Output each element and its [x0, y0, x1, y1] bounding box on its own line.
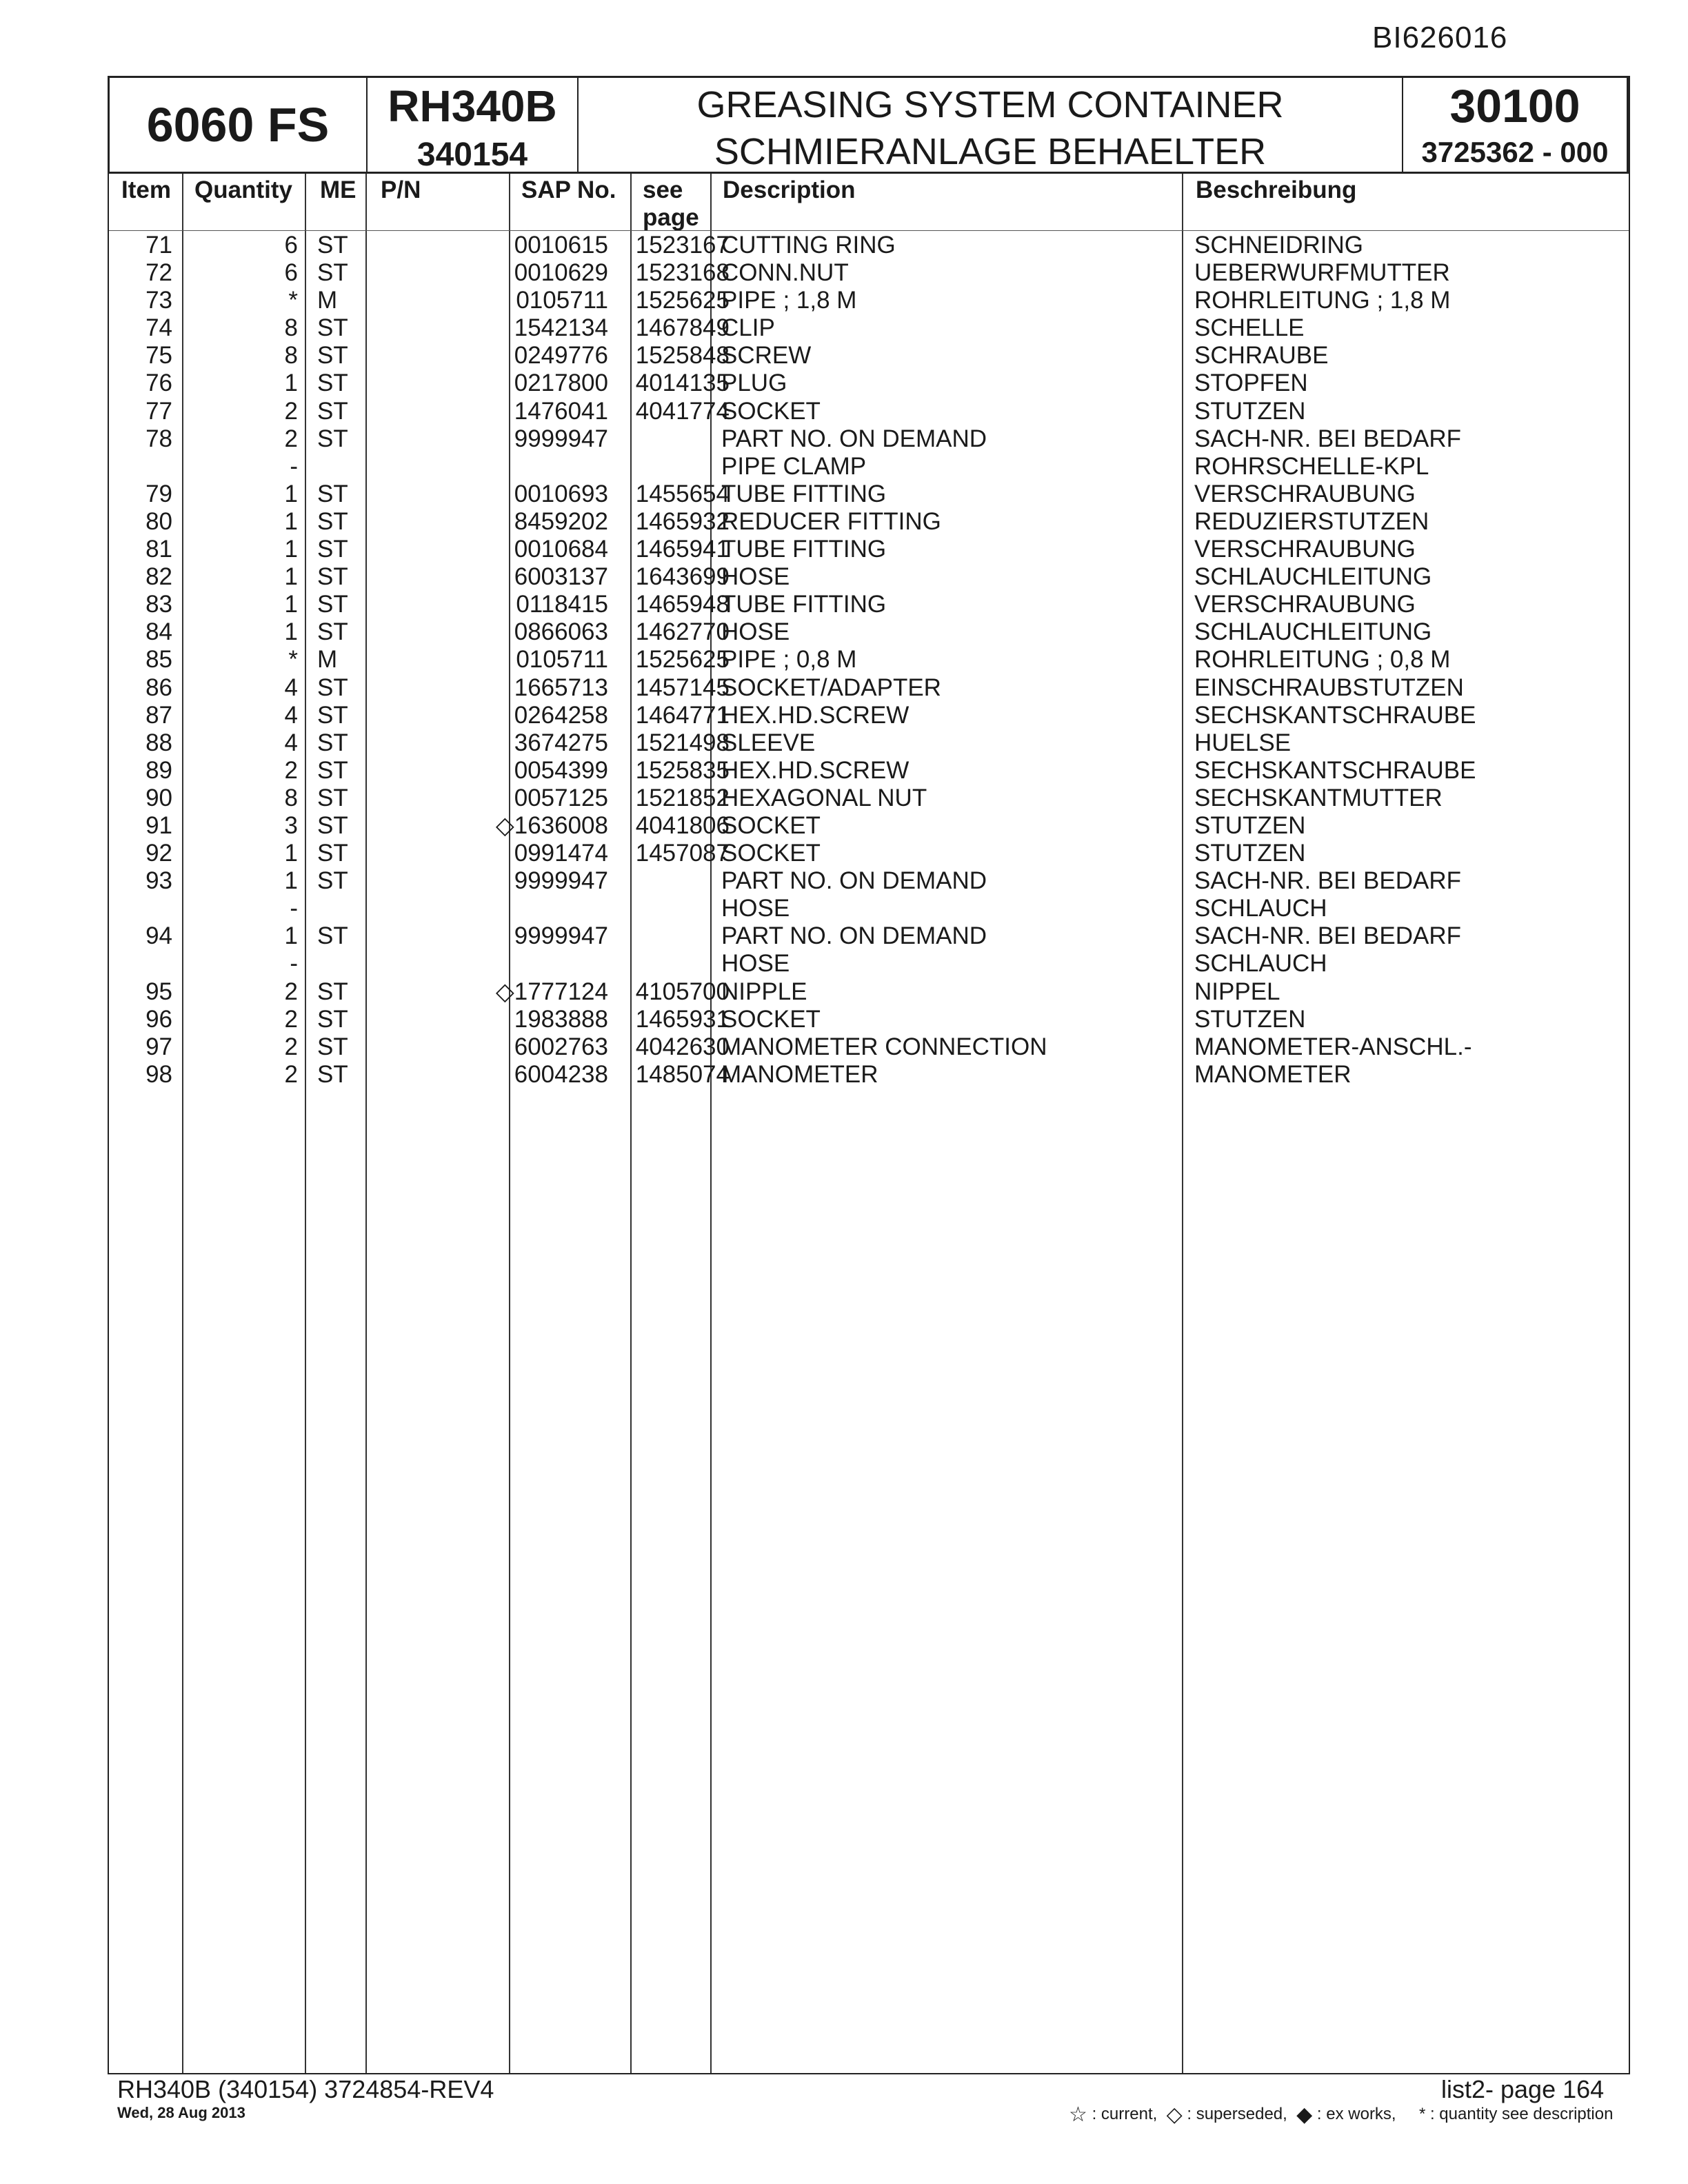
symbol-legend — [1069, 2103, 1613, 2127]
item-number-cell: 78 — [145, 425, 172, 452]
part-number-cell: ◇1777124 — [495, 978, 608, 1005]
beschreibung-cell: REDUZIERSTUTZEN — [1194, 507, 1429, 535]
quantity-cell: 1 — [284, 480, 298, 507]
unit-cell: ST — [317, 232, 348, 259]
item-number-cell: 75 — [145, 342, 172, 370]
sap-number-cell: 1462770 — [635, 618, 730, 646]
drawing-number: 3725362 - 000 — [1421, 136, 1609, 168]
quantity-cell: 4 — [284, 674, 298, 701]
description-cell: HEX.HD.SCREW — [721, 701, 910, 729]
unit-cell: ST — [317, 480, 348, 507]
quantity-cell: * — [288, 287, 298, 314]
beschreibung-cell: STUTZEN — [1194, 840, 1306, 867]
table-row — [109, 536, 1629, 563]
sap-number-cell: 4105700 — [635, 978, 730, 1005]
description-cell: REDUCER FITTING — [721, 507, 941, 535]
asterisk-icon: * — [1418, 2105, 1426, 2123]
col-header-quantity: Quantity — [194, 176, 292, 203]
unit-cell: ST — [317, 314, 348, 342]
sap-number-cell: 1521498 — [635, 729, 730, 756]
quantity-cell: - — [290, 950, 298, 978]
item-number-cell: 72 — [145, 259, 172, 287]
unit-cell: ST — [317, 1033, 348, 1060]
description-cell: MANOMETER — [721, 1060, 878, 1088]
description-cell: SLEEVE — [721, 729, 816, 756]
item-number-cell: 82 — [145, 563, 172, 591]
beschreibung-cell: SCHLAUCH — [1194, 950, 1327, 978]
table-row — [109, 895, 1629, 922]
legend-superseded: : superseded, — [1187, 2105, 1287, 2123]
part-number-cell: 3674275 — [514, 729, 608, 756]
quantity-cell: 3 — [284, 811, 298, 839]
diamond-outline-icon: ◇ — [1166, 2103, 1183, 2126]
table-row — [109, 314, 1629, 342]
quantity-cell: 1 — [284, 867, 298, 895]
beschreibung-cell: EINSCHRAUBSTUTZEN — [1194, 674, 1464, 701]
quantity-cell: 4 — [284, 729, 298, 756]
legend-ex-works: : ex works, — [1316, 2105, 1396, 2123]
quantity-cell: 1 — [284, 370, 298, 397]
unit-cell: ST — [317, 701, 348, 729]
unit-cell: ST — [317, 342, 348, 370]
part-number-cell: 1542134 — [514, 314, 608, 342]
description-cell: HOSE — [721, 563, 790, 591]
description-cell: SOCKET — [721, 1005, 821, 1033]
beschreibung-cell: SACH-NR. BEI BEDARF — [1194, 867, 1461, 895]
col-header-description: Description — [723, 176, 856, 203]
table-row — [109, 1006, 1629, 1033]
beschreibung-cell: MANOMETER-ANSCHL.- — [1194, 1033, 1472, 1060]
table-row — [109, 867, 1629, 895]
parts-table — [108, 174, 1630, 2074]
description-cell: HEXAGONAL NUT — [721, 784, 927, 811]
sap-number-cell: 4042630 — [635, 1033, 730, 1060]
part-number-cell: 0010629 — [514, 259, 608, 287]
part-number-cell: 0249776 — [514, 342, 608, 370]
assembly-title-de: SCHMIERANLAGE BEHAELTER — [714, 131, 1267, 172]
part-number-cell: 0866063 — [514, 618, 608, 646]
unit-cell: ST — [317, 729, 348, 756]
table-row — [109, 287, 1629, 314]
beschreibung-cell: VERSCHRAUBUNG — [1194, 591, 1416, 618]
beschreibung-cell: NIPPEL — [1194, 978, 1280, 1005]
table-row — [109, 950, 1629, 978]
unit-cell: ST — [317, 922, 348, 950]
part-number-cell: 1476041 — [514, 397, 608, 425]
sap-number-cell: 1465948 — [635, 591, 730, 618]
item-number-cell: 84 — [145, 618, 172, 646]
legend-current: : current, — [1092, 2105, 1158, 2123]
description-cell: TUBE FITTING — [721, 591, 887, 618]
quantity-cell: 1 — [284, 563, 298, 591]
item-number-cell: 74 — [145, 314, 172, 342]
unit-cell: ST — [317, 425, 348, 452]
sap-number-cell: 1455654 — [635, 480, 730, 507]
quantity-cell: 6 — [284, 259, 298, 287]
part-number-cell: 0010615 — [514, 232, 608, 259]
machine-type: RH340B — [388, 81, 557, 131]
unit-cell: ST — [317, 563, 348, 591]
unit-cell: ST — [317, 397, 348, 425]
beschreibung-cell: VERSCHRAUBUNG — [1194, 480, 1416, 507]
table-row — [109, 785, 1629, 812]
quantity-cell: 8 — [284, 342, 298, 370]
beschreibung-cell: SCHNEIDRING — [1194, 232, 1364, 259]
table-row — [109, 1033, 1629, 1061]
part-number-cell: 0105711 — [516, 646, 608, 674]
table-row — [109, 978, 1629, 1006]
description-cell: PART NO. ON DEMAND — [721, 867, 987, 895]
part-number-cell: 6004238 — [514, 1060, 608, 1088]
quantity-cell: 1 — [284, 507, 298, 535]
beschreibung-cell: SECHSKANTSCHRAUBE — [1194, 756, 1476, 784]
item-number-cell: 91 — [145, 811, 172, 839]
sap-number-cell: 1465941 — [635, 536, 730, 563]
unit-cell: ST — [317, 978, 348, 1005]
assembly-title-en: GREASING SYSTEM CONTAINER — [696, 84, 1284, 125]
quantity-cell: 8 — [284, 314, 298, 342]
beschreibung-cell: SCHLAUCHLEITUNG — [1194, 618, 1432, 646]
part-number-cell: 0118415 — [516, 591, 608, 618]
description-cell: CLIP — [721, 314, 775, 342]
col-header-item: Item — [121, 176, 171, 203]
unit-cell: ST — [317, 259, 348, 287]
unit-cell: ST — [317, 784, 348, 811]
item-number-cell: 87 — [145, 701, 172, 729]
sap-number-cell: 1464771 — [635, 701, 730, 729]
description-cell: PART NO. ON DEMAND — [721, 922, 987, 950]
item-number-cell: 92 — [145, 840, 172, 867]
table-row — [109, 342, 1629, 370]
part-number-cell: 9999947 — [514, 922, 608, 950]
description-cell: HOSE — [721, 950, 790, 978]
item-number-cell: 81 — [145, 536, 172, 563]
quantity-cell: 2 — [284, 397, 298, 425]
quantity-cell: 2 — [284, 978, 298, 1005]
part-number-cell: 0054399 — [514, 756, 608, 784]
table-row — [109, 259, 1629, 287]
sap-number-cell: 1457087 — [635, 840, 730, 867]
item-number-cell: 76 — [145, 370, 172, 397]
unit-cell: ST — [317, 536, 348, 563]
part-number-cell: 0217800 — [514, 370, 608, 397]
unit-cell: ST — [317, 370, 348, 397]
beschreibung-cell: UEBERWURFMUTTER — [1194, 259, 1450, 287]
group-number-block — [1403, 78, 1628, 172]
part-number-cell: 8459202 — [514, 507, 608, 535]
item-number-cell: 93 — [145, 867, 172, 895]
part-number-cell: 1665713 — [514, 674, 608, 701]
unit-cell: ST — [317, 840, 348, 867]
table-row — [109, 1061, 1629, 1089]
description-cell: SCREW — [721, 342, 812, 370]
quantity-cell: 1 — [284, 922, 298, 950]
sap-number-cell: 1485074 — [635, 1060, 730, 1088]
description-cell: MANOMETER CONNECTION — [721, 1033, 1047, 1060]
table-row — [109, 812, 1629, 840]
header-rule — [109, 230, 1629, 231]
quantity-cell: 6 — [284, 232, 298, 259]
table-row — [109, 453, 1629, 481]
quantity-cell: 1 — [284, 840, 298, 867]
item-number-cell: 95 — [145, 978, 172, 1005]
unit-cell: ST — [317, 811, 348, 839]
serial-number: 340154 — [416, 136, 528, 173]
unit-cell: ST — [317, 618, 348, 646]
sap-number-cell: 4014135 — [635, 370, 730, 397]
table-row — [109, 508, 1629, 536]
beschreibung-cell: SCHRAUBE — [1194, 342, 1329, 370]
col-header-page: page — [643, 204, 699, 231]
description-cell: HOSE — [721, 618, 790, 646]
beschreibung-cell: SCHLAUCHLEITUNG — [1194, 563, 1432, 591]
machine-type-block — [368, 78, 579, 172]
unit-cell: ST — [317, 591, 348, 618]
beschreibung-cell: SECHSKANTMUTTER — [1194, 784, 1443, 811]
unit-cell: M — [317, 287, 338, 314]
parts-rows — [109, 232, 1629, 1089]
table-row — [109, 922, 1629, 950]
item-number-cell: 86 — [145, 674, 172, 701]
col-header-sap: SAP No. — [521, 176, 616, 203]
beschreibung-cell: SACH-NR. BEI BEDARF — [1194, 425, 1461, 452]
document-id: BI626016 — [1372, 21, 1508, 54]
item-number-cell: 89 — [145, 756, 172, 784]
unit-cell: ST — [317, 674, 348, 701]
unit-cell: ST — [317, 507, 348, 535]
part-number-cell: 9999947 — [514, 425, 608, 452]
table-row — [109, 563, 1629, 591]
quantity-cell: 1 — [284, 536, 298, 563]
sap-number-cell: 1525625 — [635, 287, 730, 314]
quantity-cell: 8 — [284, 784, 298, 811]
quantity-cell: 4 — [284, 701, 298, 729]
part-number-cell: 9999947 — [514, 867, 608, 895]
description-cell: SOCKET — [721, 397, 821, 425]
description-cell: PIPE CLAMP — [721, 452, 867, 480]
part-number-cell: 0010684 — [514, 536, 608, 563]
quantity-cell: 2 — [284, 1033, 298, 1060]
table-row — [109, 757, 1629, 785]
description-cell: TUBE FITTING — [721, 536, 887, 563]
description-cell: PART NO. ON DEMAND — [721, 425, 987, 452]
part-number-cell: 0057125 — [514, 784, 608, 811]
item-number-cell: 90 — [145, 784, 172, 811]
quantity-cell: - — [290, 895, 298, 922]
description-cell: TUBE FITTING — [721, 480, 887, 507]
item-number-cell: 71 — [145, 232, 172, 259]
beschreibung-cell: ROHRSCHELLE-KPL — [1194, 452, 1429, 480]
quantity-cell: * — [288, 646, 298, 674]
sap-number-cell: 1457145 — [635, 674, 730, 701]
table-row — [109, 425, 1629, 453]
table-row — [109, 591, 1629, 618]
beschreibung-cell: STOPFEN — [1194, 370, 1308, 397]
sap-number-cell: 1521852 — [635, 784, 730, 811]
item-number-cell: 98 — [145, 1060, 172, 1088]
footer-page-number: list2- page 164 — [1441, 2075, 1605, 2103]
item-number-cell: 88 — [145, 729, 172, 756]
quantity-cell: - — [290, 452, 298, 480]
beschreibung-cell: HUELSE — [1194, 729, 1292, 756]
sap-number-cell: 1525625 — [635, 646, 730, 674]
part-number-cell: 0991474 — [514, 840, 608, 867]
item-number-cell: 83 — [145, 591, 172, 618]
part-number-cell: 0010693 — [514, 480, 608, 507]
description-cell: HOSE — [721, 895, 790, 922]
table-row — [109, 232, 1629, 259]
description-cell: SOCKET/ADAPTER — [721, 674, 941, 701]
item-number-cell: 96 — [145, 1005, 172, 1033]
item-number-cell: 79 — [145, 480, 172, 507]
page-header — [108, 76, 1630, 174]
sap-number-cell: 1523167 — [635, 232, 730, 259]
item-number-cell: 85 — [145, 646, 172, 674]
sap-number-cell: 1467849 — [635, 314, 730, 342]
description-cell: SOCKET — [721, 840, 821, 867]
quantity-cell: 1 — [284, 591, 298, 618]
table-row — [109, 840, 1629, 867]
quantity-cell: 1 — [284, 618, 298, 646]
beschreibung-cell: ROHRLEITUNG ; 0,8 M — [1194, 646, 1451, 674]
table-row — [109, 674, 1629, 702]
description-cell: PLUG — [721, 370, 787, 397]
table-row — [109, 481, 1629, 508]
part-number-cell: 6003137 — [514, 563, 608, 591]
beschreibung-cell: STUTZEN — [1194, 811, 1306, 839]
unit-cell: ST — [317, 867, 348, 895]
sap-number-cell: 1525848 — [635, 342, 730, 370]
sap-number-cell: 1525835 — [635, 756, 730, 784]
beschreibung-cell: VERSCHRAUBUNG — [1194, 536, 1416, 563]
col-header-me: ME — [320, 176, 356, 203]
legend-quantity: : quantity see description — [1429, 2105, 1614, 2123]
quantity-cell: 2 — [284, 756, 298, 784]
table-row — [109, 646, 1629, 674]
item-number-cell: 73 — [145, 287, 172, 314]
assembly-title-block — [579, 78, 1403, 172]
part-number-cell: 0105711 — [516, 287, 608, 314]
table-row — [109, 702, 1629, 729]
part-number-cell: 0264258 — [514, 701, 608, 729]
beschreibung-cell: SCHLAUCH — [1194, 895, 1327, 922]
item-number-cell: 77 — [145, 397, 172, 425]
group-number: 30100 — [1449, 80, 1580, 132]
table-row — [109, 729, 1629, 757]
machine-model: 6060 FS — [110, 78, 368, 172]
description-cell: NIPPLE — [721, 978, 807, 1005]
sap-number-cell: 4041806 — [635, 811, 730, 839]
sap-number-cell: 1643699 — [635, 563, 730, 591]
col-header-see-page — [643, 176, 699, 232]
part-number-cell: ◇1636008 — [495, 811, 608, 839]
item-number-cell: 94 — [145, 922, 172, 950]
unit-cell: ST — [317, 756, 348, 784]
footer-document-reference: RH340B (340154) 3724854-REV4 — [117, 2075, 494, 2103]
sap-number-cell: 1465931 — [635, 1005, 730, 1033]
beschreibung-cell: SCHELLE — [1194, 314, 1305, 342]
description-cell: PIPE ; 1,8 M — [721, 287, 857, 314]
beschreibung-cell: MANOMETER — [1194, 1060, 1352, 1088]
beschreibung-cell: ROHRLEITUNG ; 1,8 M — [1194, 287, 1451, 314]
quantity-cell: 2 — [284, 1005, 298, 1033]
item-number-cell: 80 — [145, 507, 172, 535]
description-cell: SOCKET — [721, 811, 821, 839]
unit-cell: ST — [317, 1005, 348, 1033]
part-number-cell: 1983888 — [514, 1005, 608, 1033]
beschreibung-cell: STUTZEN — [1194, 1005, 1306, 1033]
col-header-pn: P/N — [381, 176, 421, 203]
col-header-beschreibung: Beschreibung — [1196, 176, 1357, 203]
table-row — [109, 370, 1629, 397]
unit-cell: ST — [317, 1060, 348, 1088]
sap-number-cell: 1523168 — [635, 259, 730, 287]
description-cell: HEX.HD.SCREW — [721, 756, 910, 784]
description-cell: CUTTING RING — [721, 232, 896, 259]
table-row — [109, 398, 1629, 425]
quantity-cell: 2 — [284, 425, 298, 452]
sap-number-cell: 1465932 — [635, 507, 730, 535]
description-cell: PIPE ; 0,8 M — [721, 646, 857, 674]
diamond-filled-icon: ◆ — [1296, 2103, 1313, 2126]
beschreibung-cell: SECHSKANTSCHRAUBE — [1194, 701, 1476, 729]
star-icon: ☆ — [1069, 2103, 1087, 2126]
beschreibung-cell: SACH-NR. BEI BEDARF — [1194, 922, 1461, 950]
description-cell: CONN.NUT — [721, 259, 849, 287]
item-number-cell: 97 — [145, 1033, 172, 1060]
unit-cell: M — [317, 646, 338, 674]
sap-number-cell: 4041774 — [635, 397, 730, 425]
table-row — [109, 618, 1629, 646]
quantity-cell: 2 — [284, 1060, 298, 1088]
col-header-see: see — [643, 176, 683, 203]
beschreibung-cell: STUTZEN — [1194, 397, 1306, 425]
part-number-cell: 6002763 — [514, 1033, 608, 1060]
footer-date: Wed, 28 Aug 2013 — [117, 2104, 245, 2121]
